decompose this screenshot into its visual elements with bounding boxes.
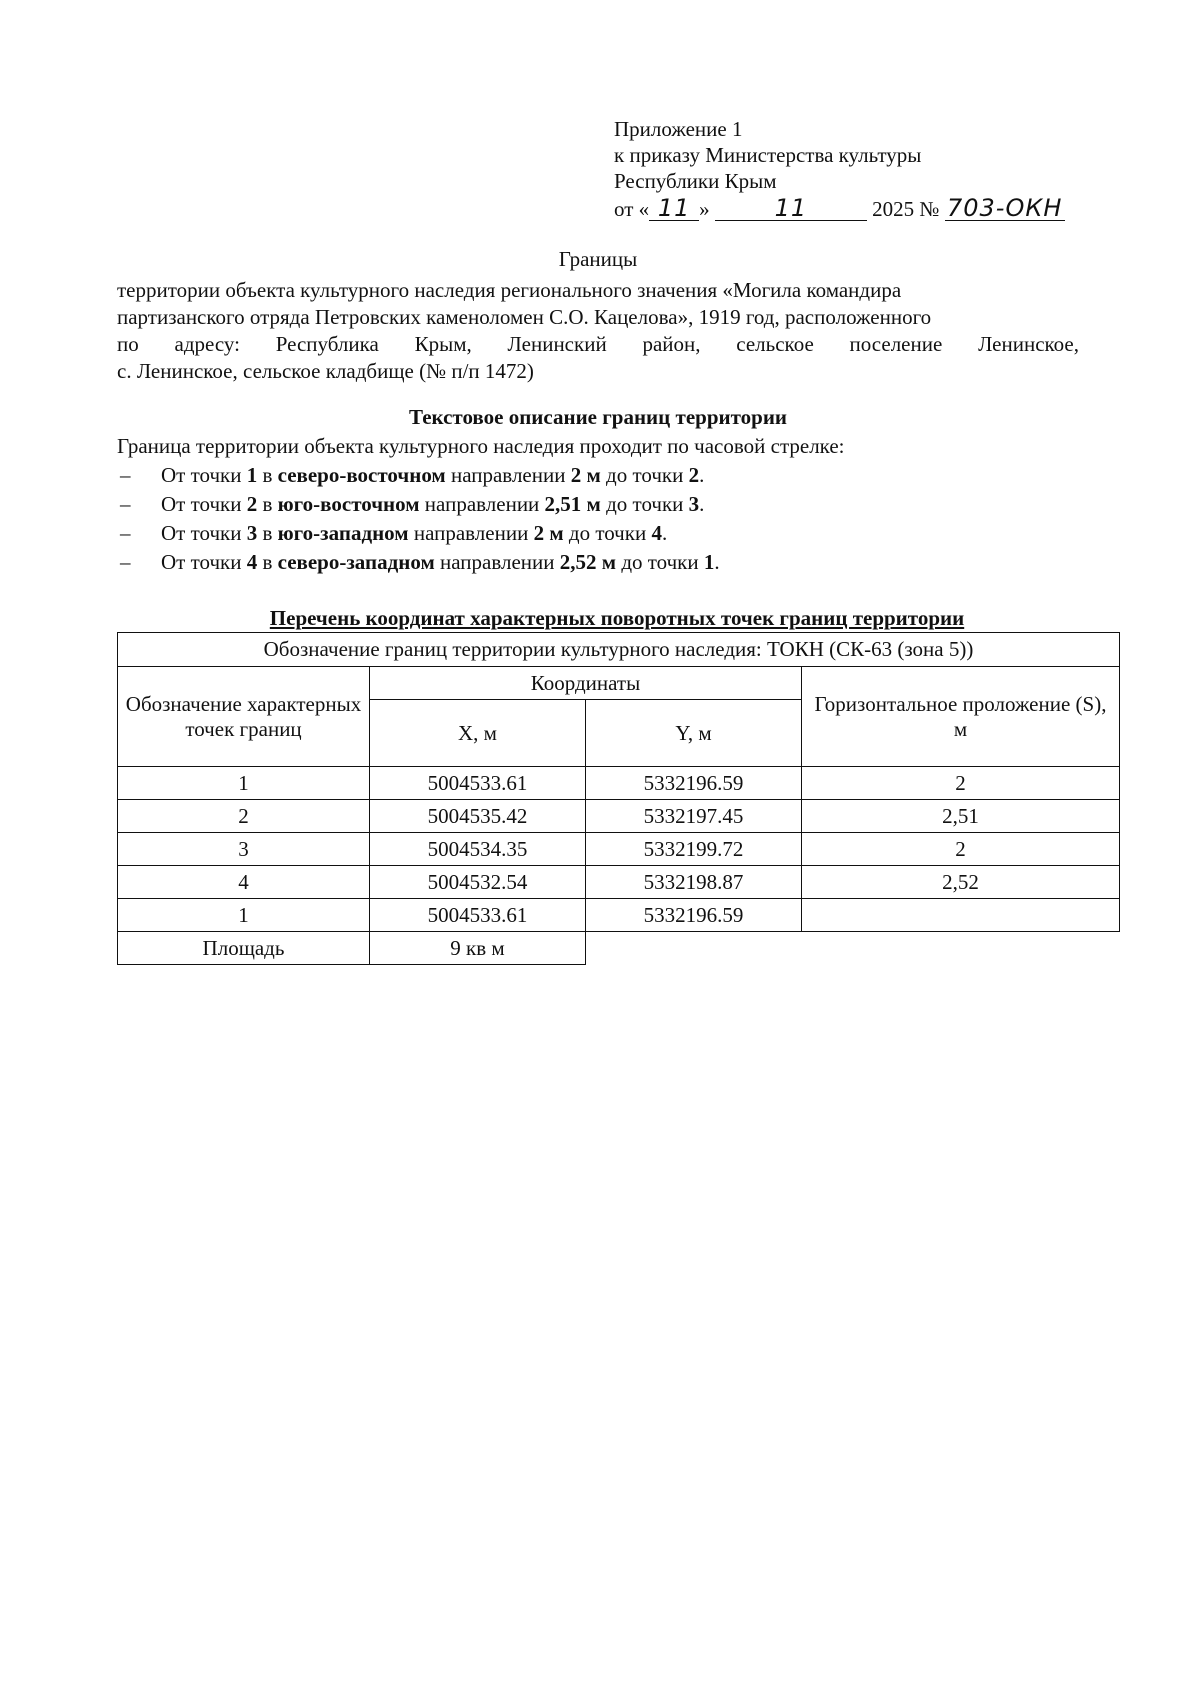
segment-distance: 2 м: [570, 463, 601, 487]
list-item: [117, 519, 1079, 548]
segment-text: .: [661, 521, 668, 545]
segment-text: направлении: [434, 550, 560, 574]
list-item: [117, 490, 1079, 519]
boundary-description-heading: Текстовое описание границ территории: [408, 405, 788, 429]
segment-text: .: [699, 492, 705, 516]
segment-text: .: [699, 463, 705, 487]
coordinates-table-heading: Перечень координат характерных поворотных точек границ территории: [269, 606, 965, 630]
header-y: Y, м: [586, 700, 802, 767]
segment-direction: северо-восточном: [277, 463, 446, 487]
segment-distance: 2 м: [533, 521, 564, 545]
table-row: [118, 866, 1120, 899]
list-item: [117, 548, 1079, 577]
cell-y: 5332196.59: [586, 899, 802, 932]
table-row: [118, 767, 1120, 800]
cell-s: 2: [802, 767, 1120, 800]
header-points: Обозначение характерных точек границ: [118, 667, 370, 767]
cell-x: 5004533.61: [370, 899, 586, 932]
appendix-block: [614, 116, 1094, 224]
area-label: Площадь: [118, 932, 370, 965]
table-caption: Обозначение границ территории культурного наследия: ТОКН (СК-63 (зона 5)): [118, 633, 1120, 667]
segment-text: направлении: [419, 492, 545, 516]
table-header-row: [118, 667, 1120, 700]
cell-point: 2: [118, 800, 370, 833]
cell-s: 2,52: [802, 866, 1120, 899]
header-horizontal-distance: Горизонтальное проложение (S), м: [802, 667, 1120, 767]
cell-s: 2,51: [802, 800, 1120, 833]
boundary-description-lead: Граница территории объекта культурного наследия проходит по часовой стрелке:: [117, 434, 845, 458]
cell-x: 5004534.35: [370, 833, 586, 866]
segment-text: направлении: [408, 521, 534, 545]
segment-text: в: [257, 521, 278, 545]
cell-s: 2: [802, 833, 1120, 866]
area-value: 9 кв м: [370, 932, 586, 965]
header-x: X, м: [370, 700, 586, 767]
segment-to-point: 2: [688, 463, 700, 487]
segment-text: до точки: [600, 492, 689, 516]
table-row: [118, 899, 1120, 932]
cell-s: [802, 899, 1120, 932]
date-mid: »: [699, 197, 710, 221]
intro-line-2: партизанского отряда Петровских каменоломен С.О. Кацелова», 1919 год, расположенного: [117, 305, 932, 329]
segment-from-point: 4: [246, 550, 258, 574]
intro-line-1: территории объекта культурного наследия регионального значения «Могила командира: [117, 278, 902, 302]
segment-text: до точки: [616, 550, 704, 574]
segment-text: От точки: [161, 492, 247, 516]
segment-direction: юго-западном: [277, 521, 409, 545]
order-number: 703-ОКН: [945, 196, 1065, 221]
cell-point: 1: [118, 899, 370, 932]
dash-bullet: –: [120, 492, 131, 516]
cell-x: 5004532.54: [370, 866, 586, 899]
intro-line-3: по адресу: Республика Крым, Ленинский район, сельское поселение Ленинское,: [117, 332, 1079, 356]
segment-direction: юго-восточном: [277, 492, 420, 516]
table-caption-row: [118, 633, 1120, 667]
cell-point: 3: [118, 833, 370, 866]
segment-to-point: 1: [703, 550, 715, 574]
cell-x: 5004535.42: [370, 800, 586, 833]
header-coordinates: Координаты: [370, 667, 802, 700]
segment-text: .: [714, 550, 720, 574]
dash-bullet: –: [120, 550, 131, 574]
table-area-row: [118, 932, 1120, 965]
cell-y: 5332199.72: [586, 833, 802, 866]
date-prefix: от «: [614, 197, 650, 221]
segment-text: От точки: [161, 550, 247, 574]
segment-text: в: [257, 550, 278, 574]
date-month: 11: [715, 196, 867, 221]
list-item: [117, 461, 1079, 490]
date-year-number-label: 2025 №: [872, 197, 940, 221]
appendix-title: Приложение 1: [614, 117, 743, 141]
table-row: [118, 833, 1120, 866]
cell-y: 5332198.87: [586, 866, 802, 899]
segment-text: в: [257, 492, 278, 516]
boundary-description: [117, 432, 1079, 577]
appendix-date-line: [614, 194, 1094, 224]
cell-point: 4: [118, 866, 370, 899]
coordinates-table: [117, 632, 1120, 965]
segment-from-point: 3: [246, 521, 258, 545]
segment-from-point: 1: [246, 463, 258, 487]
appendix-republic: Республики Крым: [614, 169, 777, 193]
intro-line-4: с. Ленинское, сельское кладбище (№ п/п 1472): [117, 359, 534, 383]
dash-bullet: –: [120, 463, 131, 487]
segment-direction: северо-западном: [277, 550, 435, 574]
segment-text: От точки: [161, 463, 247, 487]
appendix-order-ref: к приказу Министерства культуры: [614, 143, 922, 167]
segment-text: направлении: [445, 463, 571, 487]
segment-distance: 2,51 м: [544, 492, 601, 516]
document-title: Границы: [558, 247, 638, 271]
dash-bullet: –: [120, 521, 131, 545]
table-row: [118, 800, 1120, 833]
date-day: 11: [649, 196, 699, 221]
segment-from-point: 2: [246, 492, 258, 516]
segment-text: до точки: [563, 521, 652, 545]
boundary-segments-list: [117, 461, 1079, 577]
cell-y: 5332196.59: [586, 767, 802, 800]
cell-point: 1: [118, 767, 370, 800]
segment-to-point: 3: [688, 492, 700, 516]
document-intro: [117, 277, 1079, 385]
cell-y: 5332197.45: [586, 800, 802, 833]
area-row-empty: [586, 932, 1120, 965]
segment-text: до точки: [600, 463, 689, 487]
segment-text: в: [257, 463, 278, 487]
cell-x: 5004533.61: [370, 767, 586, 800]
segment-text: От точки: [161, 521, 247, 545]
segment-distance: 2,52 м: [559, 550, 617, 574]
segment-to-point: 4: [651, 521, 662, 545]
